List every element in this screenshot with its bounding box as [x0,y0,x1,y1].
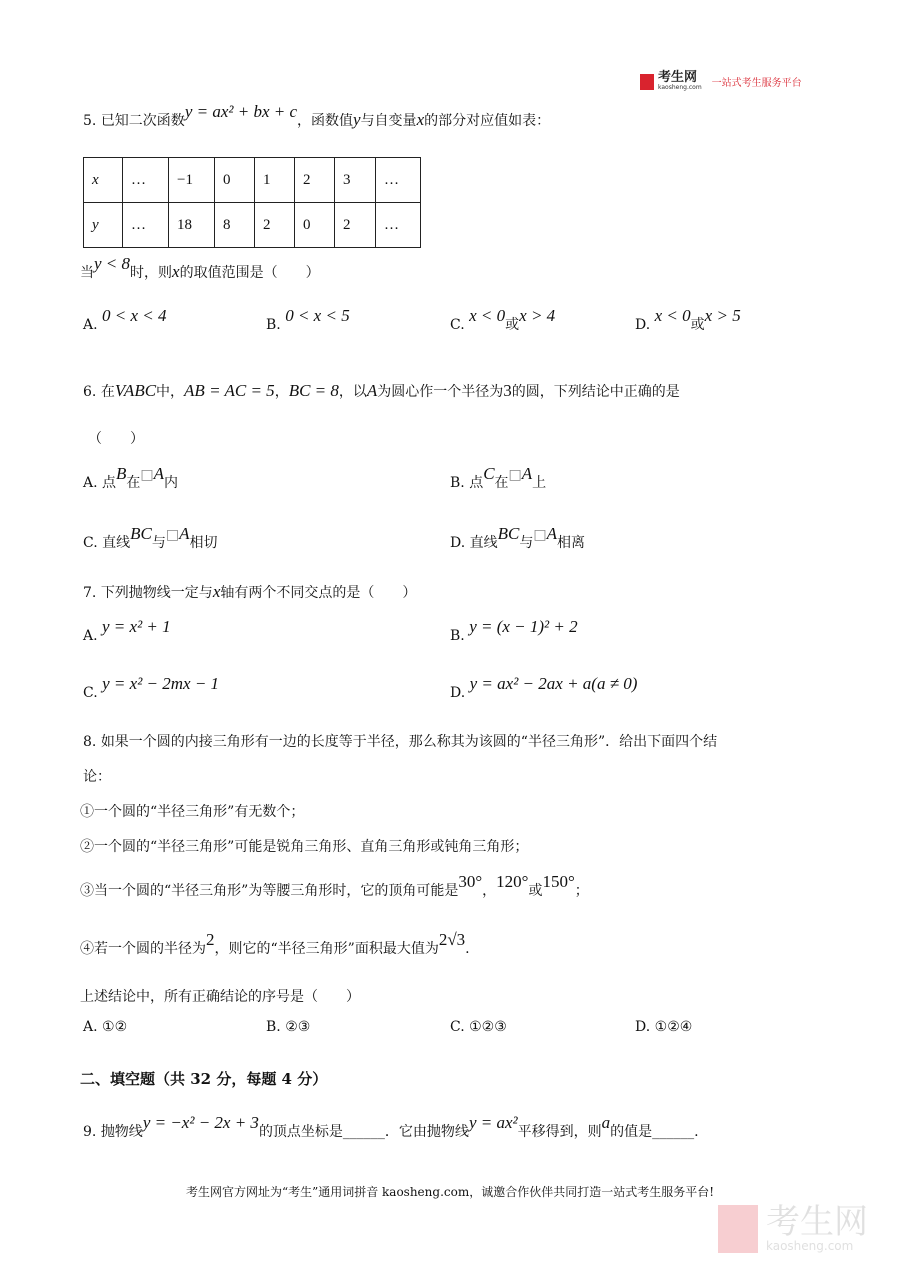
cell: … [123,203,169,248]
cell: … [123,158,169,203]
option-label: C. [450,1019,465,1035]
option-label: B. [450,475,465,491]
cell: 3 [335,158,376,203]
option-value: ①②④ [654,1019,693,1035]
text: ④若一个圆的半径为 [80,941,206,957]
cell: 2 [255,203,295,248]
formula: 120° [496,872,529,891]
option-label: C. [83,535,98,551]
q8-stem-cont: 论： [83,769,111,785]
q-num: 5. [83,113,97,129]
q-num: 7. [83,585,97,601]
text: 相离 [557,535,585,551]
text: . [465,941,470,957]
text: ，则它的“半径三角形”面积最大值为 [214,941,439,957]
formula: x > 4 [519,306,556,325]
formula: 30° [458,872,483,891]
text: 或 [690,317,705,333]
cell: 2 [295,158,335,203]
text: 或 [505,317,520,333]
var: B [116,464,127,483]
formula: y = x² + 1 [102,617,171,636]
q8-question: 上述结论中，所有正确结论的序号是（ ） [80,989,360,1005]
var: a [601,1113,611,1132]
cell: y [84,203,123,248]
q6-option-a[interactable] [83,464,179,492]
text: 已知二次函数 [100,113,185,129]
formula: VABC [114,381,157,400]
text: 轴有两个不同交点的是（ ） [220,585,417,601]
cell: … [376,203,421,248]
q7-option-a[interactable] [83,617,171,645]
var: y [353,110,361,129]
text: 或 [528,883,543,899]
number: 3 [503,381,512,400]
var: A [546,524,557,543]
var: A [153,464,165,483]
q8-option-c[interactable] [450,1019,507,1035]
text: 在 [494,475,509,491]
cell: 2 [335,203,376,248]
formula: 2 [206,930,215,949]
var: BC [497,524,520,543]
text: 平移得到，则 [517,1124,602,1140]
text: ，以 [338,384,367,400]
cell: 0 [295,203,335,248]
text: 点 [102,475,117,491]
option-label: C. [450,317,465,333]
text: ， [482,883,497,899]
var: x [416,110,425,129]
option-label: D. [635,317,651,333]
statement-3 [80,872,589,900]
watermark-name: 考生网 [766,1202,868,1242]
formula: y = (x − 1)² + 2 [469,617,578,636]
text: 相切 [189,535,218,551]
q5-option-c[interactable] [450,306,556,334]
q8-option-b[interactable] [266,1019,310,1035]
table-row-x [84,158,421,203]
option-label: A. [83,628,98,644]
q8-option-a[interactable] [83,1019,127,1035]
formula: y = −x² − 2x + 3 [142,1113,259,1132]
circle-symbol-icon: □ [140,467,154,483]
text: 的部分对应值如表： [424,113,551,129]
option-label: D. [450,535,466,551]
q9-stem [83,1113,699,1141]
var: BC [130,524,152,543]
var: C [483,464,495,483]
formula: x > 5 [704,306,741,325]
formula: y < 8 [94,254,131,273]
circle-symbol-icon: □ [165,527,180,543]
formula: x < 0 [469,306,506,325]
q5-option-d[interactable] [635,306,741,334]
watermark-domain: kaosheng.com [766,1239,854,1253]
q6-option-c[interactable] [83,524,218,552]
header-logo [640,72,802,91]
q6-stem [83,381,680,401]
logo-slogan: 一站式考生服务平台 [711,78,802,89]
var: A [366,381,378,400]
cell: 18 [169,203,215,248]
cell: … [376,158,421,203]
text: 内 [164,475,179,491]
q7-option-d[interactable] [450,674,638,702]
statement-4 [80,930,470,958]
formula: 0 < x < 4 [102,306,167,325]
kaosheng-watermark-icon [718,1205,758,1253]
text: 抛物线 [100,1124,143,1140]
q5-option-a[interactable] [83,306,167,334]
statement-2: ②一个圆的“半径三角形”可能是锐角三角形、直角三角形或钝角三角形； [80,839,529,855]
text: 与自变量 [360,113,417,129]
var: A [521,464,533,483]
q5-condition [80,254,320,282]
option-label: C. [83,685,98,701]
q5-stem [83,102,551,130]
logo-name: 考生网 [658,70,698,85]
kaosheng-logo-icon [640,74,654,90]
var: x [172,262,180,281]
text: 与 [519,535,534,551]
text: 与 [151,535,166,551]
text: 的取值范围是（ ） [179,265,320,281]
option-label: B. [266,1019,281,1035]
cell: 8 [215,203,255,248]
circle-symbol-icon: □ [508,467,522,483]
cell: −1 [169,158,215,203]
q6-option-d[interactable] [450,524,585,552]
text: 的顶点坐标是______．它由抛物线 [258,1124,469,1140]
option-label: B. [450,628,465,644]
answer-paren: （ ） [88,431,144,447]
text: 为圆心作一个半径为 [377,384,504,400]
text: 上 [532,475,547,491]
text: 时，则 [130,265,173,281]
text: 在 [126,475,141,491]
formula: 150° [542,872,575,891]
text: ③当一个圆的“半径三角形”为等腰三角形时，它的顶角可能是 [80,883,459,899]
formula: x < 0 [654,306,691,325]
text: ； [574,883,589,899]
formula: y = ax² − 2ax + a(a ≠ 0) [469,674,638,693]
text: 点 [469,475,484,491]
q7-stem [83,582,416,602]
option-value: ②③ [285,1019,311,1035]
var: A [179,524,190,543]
q6-option-b[interactable] [450,464,547,492]
text: 直线 [469,535,498,551]
text: 在 [100,384,115,400]
q-num: 8. [83,734,97,750]
cell: 0 [215,158,255,203]
q8-stem [83,731,717,751]
cell: x [84,158,123,203]
option-label: D. [450,685,466,701]
text: 中， [156,384,185,400]
option-label: A. [83,1019,98,1035]
option-label: B. [266,317,281,333]
q-num: 9. [83,1124,97,1140]
option-label: A. [83,317,98,333]
formula: AB = AC = 5 [184,381,275,400]
text: 的值是______. [610,1124,699,1140]
q-num: 6. [83,384,97,400]
text: 直线 [102,535,131,551]
value-table [83,157,421,248]
watermark-logo [718,1202,868,1253]
formula: BC = 8 [288,381,339,400]
text: 的圆，下列结论中正确的是 [511,384,680,400]
formula: 2√3 [438,930,466,949]
text: 当 [80,265,94,281]
option-label: D. [635,1019,651,1035]
text: 如果一个圆的内接三角形有一边的长度等于半径，那么称其为该圆的“半径三角形”．给出下面四个结 [100,734,718,750]
formula: y = x² − 2mx − 1 [102,674,220,693]
q5-option-b[interactable] [266,306,350,334]
formula: y = ax² + bx + c [184,102,298,121]
option-value: ①②③ [469,1019,507,1035]
cell: 1 [255,158,295,203]
option-value: ①② [102,1019,128,1035]
q8-option-d[interactable] [635,1019,692,1035]
statement-1: ①一个圆的“半径三角形”有无数个； [80,804,305,820]
q7-option-c[interactable] [83,674,220,702]
text: 下列抛物线一定与 [100,585,213,601]
formula: 0 < x < 5 [285,306,350,325]
footer-text: 考生网官方网址为“考生”通用词拼音 kaosheng.com，诚邀合作伙伴共同打造一站式考生服务平台! [185,1185,715,1199]
table-row-y [84,203,421,248]
var: x [212,582,221,601]
option-label: A. [83,475,98,491]
formula: y = ax² [468,1113,518,1132]
logo-domain: kaosheng.com [658,84,702,91]
section-heading: 二、填空题（共 32 分，每题 4 分） [80,1070,328,1088]
q7-option-b[interactable] [450,617,578,645]
text: ，函数值 [297,113,354,129]
text: ， [274,384,289,400]
circle-symbol-icon: □ [533,527,547,543]
